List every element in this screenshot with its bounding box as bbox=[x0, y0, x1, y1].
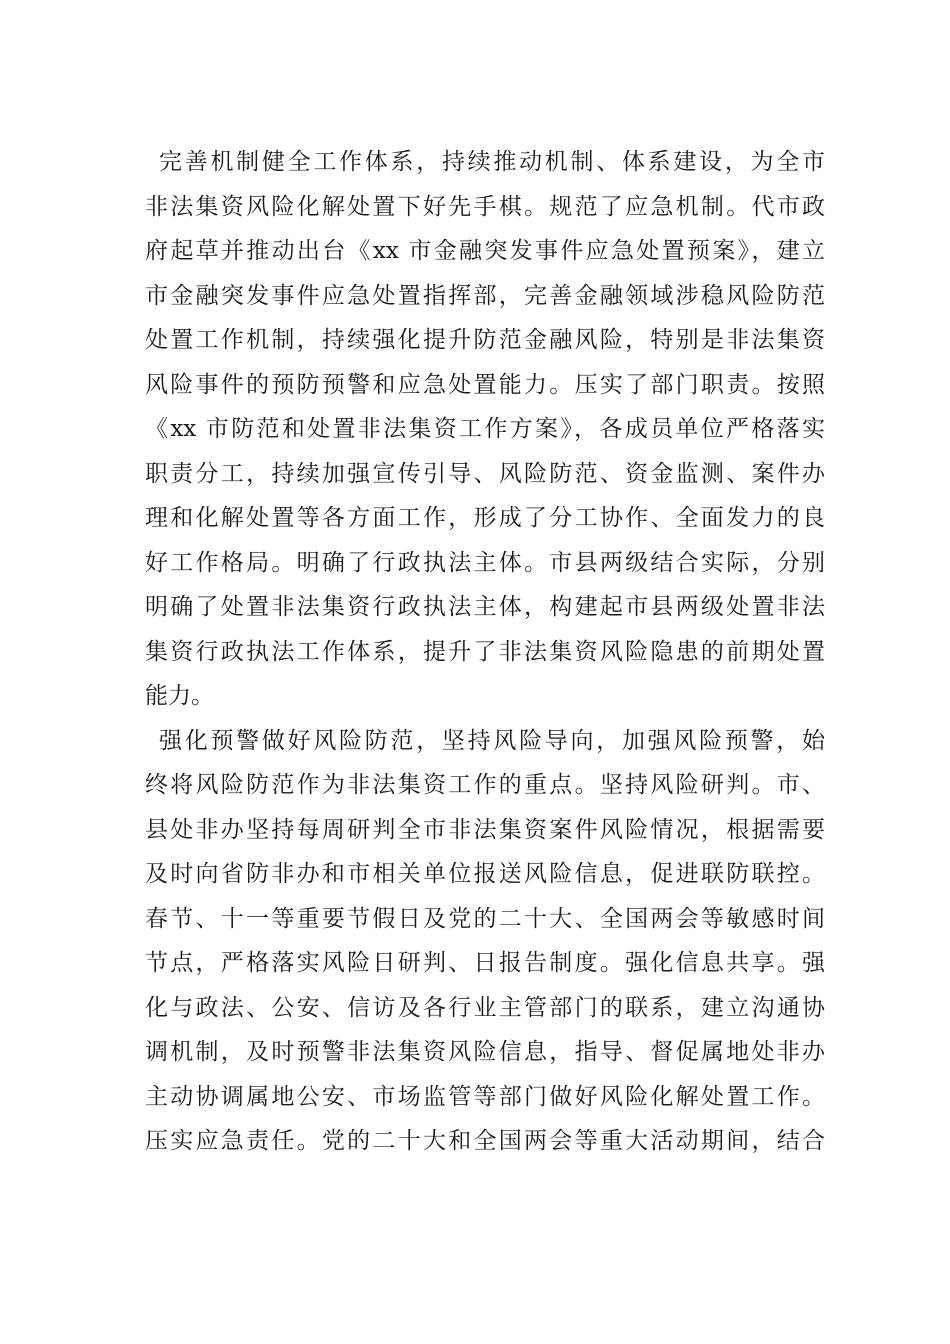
text-line: 完善机制健全工作体系，持续推动机制、体系建设，为全市 bbox=[159, 149, 825, 175]
text-line: 处置工作机制，持续强化提升防范金融风险，特别是非法集资 bbox=[145, 327, 825, 353]
text-line: 县处非办坚持每周研判全市非法集资案件风险情况，根据需要 bbox=[145, 816, 825, 843]
text-line: 市金融突发事件应急处置指挥部，完善金融领域涉稳风险防范 bbox=[145, 282, 825, 309]
text-line: 风险事件的预防预警和应急处置能力。压实了部门职责。按照 bbox=[145, 371, 825, 398]
text-line: 主动协调属地公安、市场监管等部门做好风险化解处置工作。 bbox=[145, 1083, 825, 1110]
text-line: 理和化解处置等各方面工作，形成了分工协作、全面发力的良 bbox=[145, 505, 825, 531]
text-line: 及时向省防非办和市相关单位报送风险信息，促进联防联控。 bbox=[145, 861, 825, 887]
text-line: 能力。 bbox=[145, 683, 214, 709]
text-line: 强化预警做好风险防范，坚持风险导向，加强风险预警，始 bbox=[159, 727, 825, 754]
text-line: 府起草并推动出台《xx 市金融突发事件应急处置预案》，建立 bbox=[145, 238, 825, 264]
text-line: 终将风险防范作为非法集资工作的重点。坚持风险研判。市、 bbox=[145, 772, 825, 798]
text-line: 非法集资风险化解处置下好先手棋。规范了应急机制。代市政 bbox=[145, 193, 825, 220]
paragraph-mechanism bbox=[145, 140, 825, 719]
text-line: 化与政法、公安、信访及各行业主管部门的联系，建立沟通协 bbox=[145, 994, 825, 1021]
text-line: 调机制，及时预警非法集资风险信息，指导、督促属地处非办 bbox=[145, 1039, 825, 1065]
text-line: 集资行政执法工作体系，提升了非法集资风险隐患的前期处置 bbox=[145, 638, 825, 665]
text-line: 压实应急责任。党的二十大和全国两会等重大活动期间，结合 bbox=[145, 1128, 825, 1154]
document-body bbox=[145, 140, 825, 1164]
text-line: 明确了处置非法集资行政执法主体，构建起市县两级处置非法 bbox=[145, 594, 825, 620]
text-line: 好工作格局。明确了行政执法主体。市县两级结合实际，分别 bbox=[145, 549, 825, 576]
paragraph-early-warning bbox=[145, 719, 825, 1164]
text-line: 节点，严格落实风险日研判、日报告制度。强化信息共享。强 bbox=[145, 950, 825, 976]
text-line: 职责分工，持续加强宣传引导、风险防范、资金监测、案件办 bbox=[145, 460, 825, 487]
text-line: 《xx 市防范和处置非法集资工作方案》，各成员单位严格落实 bbox=[145, 416, 825, 442]
text-line: 春节、十一等重要节假日及党的二十大、全国两会等敏感时间 bbox=[145, 905, 825, 932]
